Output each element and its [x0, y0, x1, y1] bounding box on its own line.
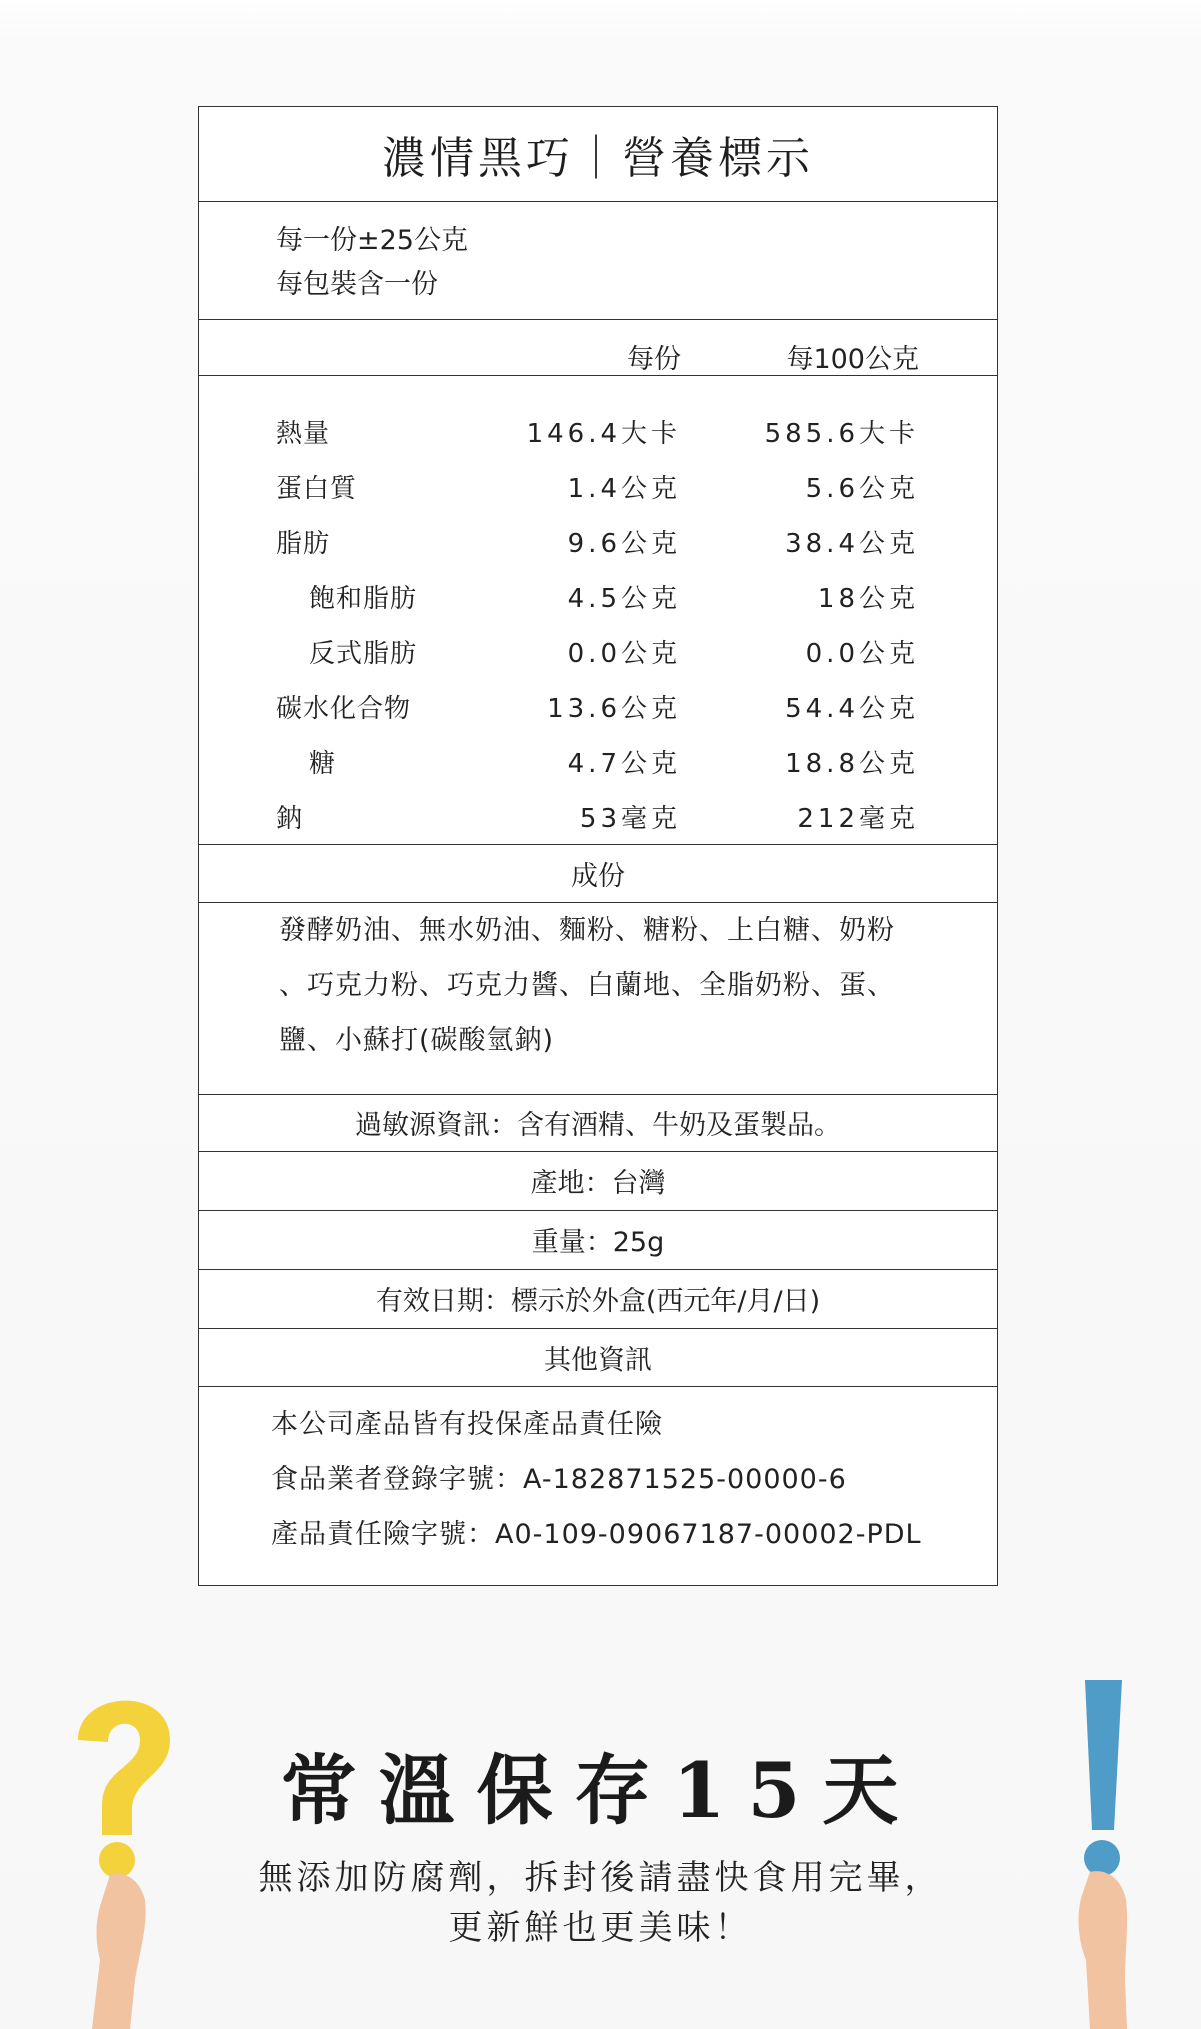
- storage-title: 常溫保存15天: [280, 1746, 921, 1835]
- nutrient-per-serving: 0.0公克: [567, 639, 681, 669]
- ingredients-text: [279, 903, 939, 1068]
- nutrient-per-100g: 212毫克: [797, 804, 919, 834]
- nutrient-name: 碳水化合物: [276, 694, 412, 724]
- other-info-line: 食品業者登錄字號：A-182871525-00000-6: [271, 1464, 847, 1495]
- exclamation-mark-sign-icon: [1030, 1660, 1180, 2029]
- nutrition-row: [199, 460, 997, 515]
- nutrition-row: [199, 790, 997, 845]
- origin-info: 產地：台灣: [530, 1168, 666, 1199]
- divider: [199, 319, 997, 320]
- nutrient-per-100g: 18公克: [817, 584, 919, 614]
- divider: [199, 201, 997, 202]
- other-info-text: [271, 1397, 1069, 1562]
- nutrition-row: [199, 405, 997, 460]
- nutrient-name: 鈉: [276, 804, 304, 834]
- nutrient-per-serving: 1.4公克: [567, 474, 681, 504]
- nutrient-per-serving: 4.5公克: [567, 584, 681, 614]
- nutrient-per-100g: 54.4公克: [785, 694, 919, 724]
- nutrition-row: [199, 515, 997, 570]
- other-info-heading: 其他資訊: [544, 1344, 652, 1376]
- column-per-100g: 每100公克: [786, 344, 919, 375]
- nutrient-per-serving: 9.6公克: [567, 529, 681, 559]
- nutrient-name: 脂肪: [276, 529, 331, 559]
- nutrition-table: [199, 405, 997, 845]
- nutrition-row: [199, 625, 997, 680]
- nutrient-name: 糖: [309, 749, 337, 779]
- other-info-line: 產品責任險字號：A0-109-09067187-00002-PDL: [271, 1519, 922, 1550]
- nutrient-name: 飽和脂肪: [309, 584, 418, 614]
- ingredients-line: 發酵奶油、無水奶油、麵粉、糖粉、上白糖、奶粉: [279, 915, 895, 946]
- weight-info: 重量：25g: [531, 1227, 665, 1258]
- nutrition-row: [199, 570, 997, 625]
- storage-note-line1: 無添加防腐劑，拆封後請盡快食用完畢，: [258, 1858, 943, 1898]
- other-info-line: 本公司產品皆有投保產品責任險: [271, 1409, 663, 1440]
- nutrient-per-100g: 585.6大卡: [764, 419, 919, 449]
- expiry-info: 有效日期：標示於外盒(西元年/月/日): [375, 1286, 821, 1317]
- nutrient-per-serving: 53毫克: [579, 804, 681, 834]
- storage-note-line2: 更新鮮也更美味！: [448, 1908, 753, 1948]
- serving-info: [276, 219, 1074, 307]
- nutrient-per-serving: 4.7公克: [567, 749, 681, 779]
- nutrition-label-panel: [198, 106, 998, 1586]
- allergen-info: 過敏源資訊：含有酒精、牛奶及蛋製品。: [355, 1110, 841, 1141]
- serving-size: 每一份±25公克: [276, 225, 468, 256]
- nutrient-name: 反式脂肪: [309, 639, 418, 669]
- column-per-serving: 每份: [627, 344, 681, 375]
- nutrition-row: [199, 735, 997, 790]
- divider: [199, 1386, 997, 1387]
- nutrient-name: 熱量: [276, 419, 331, 449]
- nutrient-per-serving: 146.4大卡: [526, 419, 681, 449]
- nutrient-per-100g: 18.8公克: [785, 749, 919, 779]
- ingredients-line: 、巧克力粉、巧克力醬、白蘭地、全脂奶粉、蛋、: [279, 970, 895, 1001]
- ingredients-heading: 成份: [571, 860, 625, 892]
- nutrient-name: 蛋白質: [276, 474, 358, 504]
- nutrient-per-100g: 38.4公克: [785, 529, 919, 559]
- nutrient-per-serving: 13.6公克: [547, 694, 681, 724]
- nutrient-per-100g: 5.6公克: [805, 474, 919, 504]
- ingredients-line: 鹽、小蘇打(碳酸氫鈉): [279, 1025, 555, 1056]
- divider: [199, 375, 997, 376]
- servings-per-pack: 每包裝含一份: [276, 269, 438, 300]
- question-mark-sign-icon: [40, 1660, 200, 2029]
- nutrient-per-100g: 0.0公克: [805, 639, 919, 669]
- nutrition-row: [199, 680, 997, 735]
- label-title: 濃情黑巧｜營養標示: [382, 133, 814, 184]
